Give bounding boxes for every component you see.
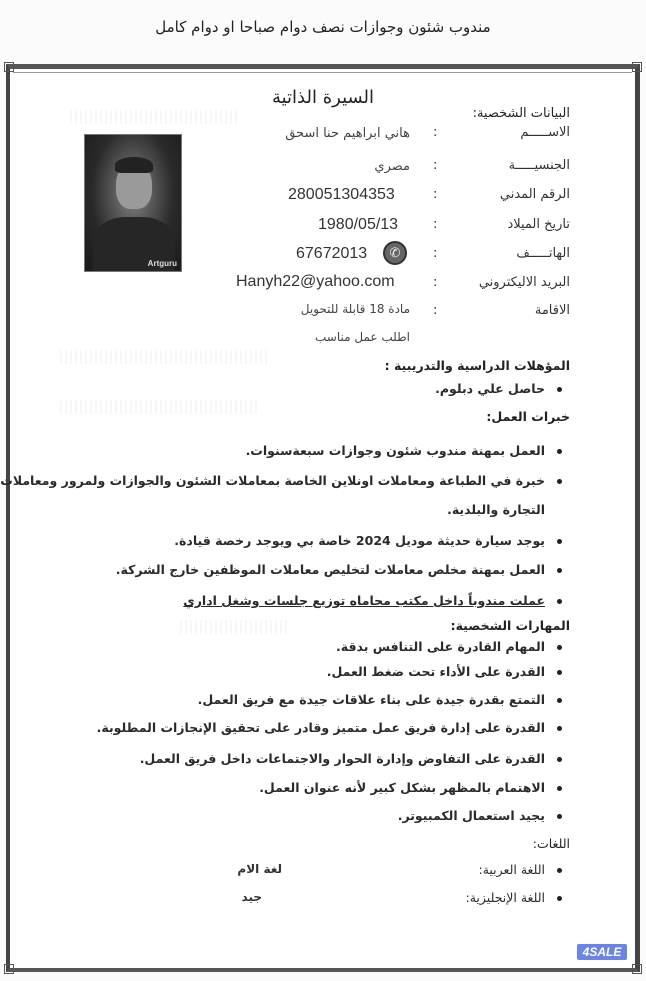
field-label-civil-id: الرقم المدني — [499, 187, 570, 202]
bullet-icon — [557, 568, 562, 573]
experience-text: العمل بمهنة مندوب شئون وجوازات سبعةسنوات. — [245, 443, 545, 458]
skill-text: القدرة على إدارة فريق عمل متميز وقادر على تحقيق الإنجازات المطلوبة. — [96, 720, 545, 735]
language-level: لغة الام — [237, 862, 282, 876]
field-label-nationality: الجنسيـــــة — [508, 158, 570, 173]
field-value-nationality: مصري — [374, 159, 410, 174]
bullet-icon — [557, 726, 562, 731]
experience-text: العمل بمهنة مخلص معاملات لتخليص معاملات الموظفين خارج الشركة. — [115, 562, 545, 577]
skill-text: القدرة على الأداء تحت ضغط العمل. — [326, 664, 545, 679]
experience-text: يوجد سيارة حديثة موديل 2024 خاصة بي ويوجد رخصة قيادة. — [174, 533, 545, 548]
frame-corner — [4, 964, 14, 974]
field-colon: : — [433, 246, 438, 261]
skill-text: المهام القادرة على التنافس بدقة. — [336, 639, 545, 654]
qualification-text: حاصل علي دبلوم. — [435, 381, 545, 396]
language-name: اللغة العربية: — [478, 862, 545, 877]
field-colon: : — [433, 217, 438, 232]
field-value-phone: 67672013 — [296, 245, 368, 262]
qualification-item — [435, 381, 562, 396]
skill-item — [336, 639, 562, 654]
bullet-icon — [557, 814, 562, 819]
bullet-icon — [557, 539, 562, 544]
field-label-name: الاســـــم — [520, 125, 570, 140]
photo-hair — [115, 157, 153, 173]
bullet-icon — [557, 670, 562, 675]
phone-icon: ✆ — [383, 241, 407, 265]
skill-text: الاهتمام بالمظهر بشكل كبير لأنه عنوان العمل. — [259, 780, 545, 795]
bullet-icon — [557, 786, 562, 791]
bullet-icon — [557, 449, 562, 454]
experience-item — [183, 593, 562, 608]
bullet-icon — [557, 645, 562, 650]
skill-item — [198, 692, 562, 707]
field-colon: : — [433, 187, 438, 202]
bullet-icon — [557, 868, 562, 873]
bullet-icon — [557, 698, 562, 703]
field-colon: : — [433, 158, 438, 173]
skill-item — [327, 664, 562, 679]
frame-corner — [632, 62, 642, 72]
field-label-email: البريد الاليكتروني — [478, 275, 570, 290]
field-colon: : — [433, 303, 438, 318]
field-value-birthdate: 1980/05/13 — [318, 216, 399, 233]
language-item — [466, 890, 562, 905]
field-label-birthdate: تاريخ الميلاد — [507, 217, 570, 232]
skill-item — [259, 780, 562, 795]
4sale-watermark-logo: 4SALE — [577, 944, 627, 960]
scan-noise — [70, 110, 240, 124]
bullet-icon — [557, 896, 562, 901]
field-value-residence: مادة 18 قابلة للتحويل — [300, 302, 410, 316]
personal-info-heading: البيانات الشخصية: — [472, 106, 570, 121]
language-item — [479, 862, 563, 877]
field-colon: : — [433, 275, 438, 290]
experience-heading: خبرات العمل: — [486, 409, 570, 424]
field-value-name: هاني ابراهيم حنا اسحق — [285, 126, 410, 141]
job-request-note: اطلب عمل مناسب — [315, 330, 410, 344]
language-name: اللغة الإنجليزية: — [465, 890, 545, 905]
job-title-heading: مندوب شئون وجوازات نصف دوام صباحا او دوام كامل — [155, 18, 491, 36]
experience-text: خبرة في الطباعة ومعاملات اونلاين الخاصة بمعاملات الشئون والجوازات ولمرور ومعاملات — [0, 473, 545, 488]
frame-corner — [632, 964, 642, 974]
bullet-icon — [557, 479, 562, 484]
scan-noise — [180, 620, 290, 634]
scan-noise — [60, 350, 270, 364]
skill-item — [398, 808, 562, 823]
experience-item-continued: التجارة والبلدية. — [447, 502, 545, 517]
profile-photo — [84, 134, 182, 272]
languages-heading: اللغات: — [532, 836, 570, 851]
field-value-email[interactable]: Hanyh22@yahoo.com — [236, 273, 395, 290]
field-label-phone: الهاتـــــف — [516, 246, 570, 261]
bullet-icon — [557, 387, 562, 392]
qualifications-heading: المؤهلات الدراسية والتدريبية : — [384, 358, 570, 373]
skill-text: التمتع بقدرة جيدة على بناء علاقات جيدة مع فريق العمل. — [197, 692, 545, 707]
field-colon: : — [433, 125, 438, 140]
field-label-residence: الاقامة — [534, 303, 570, 318]
experience-item — [246, 443, 562, 458]
document-title: السيرة الذاتية — [271, 87, 375, 108]
scan-noise — [60, 400, 260, 414]
experience-item — [116, 562, 562, 577]
skill-item — [97, 720, 562, 735]
language-level: جيد — [241, 890, 262, 904]
skills-heading: المهارات الشخصية: — [450, 618, 570, 633]
experience-item — [0, 473, 562, 488]
photo-watermark: Artguru — [147, 259, 177, 268]
skill-text: القدرة على التفاوض وإدارة الحوار والاجتماعات داخل فريق العمل. — [139, 751, 545, 766]
experience-item — [174, 533, 562, 548]
bullet-icon — [557, 757, 562, 762]
bullet-icon — [557, 599, 562, 604]
field-value-civil-id: 280051304353 — [288, 186, 395, 203]
frame-corner — [4, 62, 14, 72]
skill-item — [140, 751, 562, 766]
skill-text: يجيد استعمال الكمبيوتر. — [397, 808, 545, 823]
experience-text: عملت مندوباً داخل مكتب محاماه توزيع جلسات وشغل اداري — [183, 593, 545, 608]
